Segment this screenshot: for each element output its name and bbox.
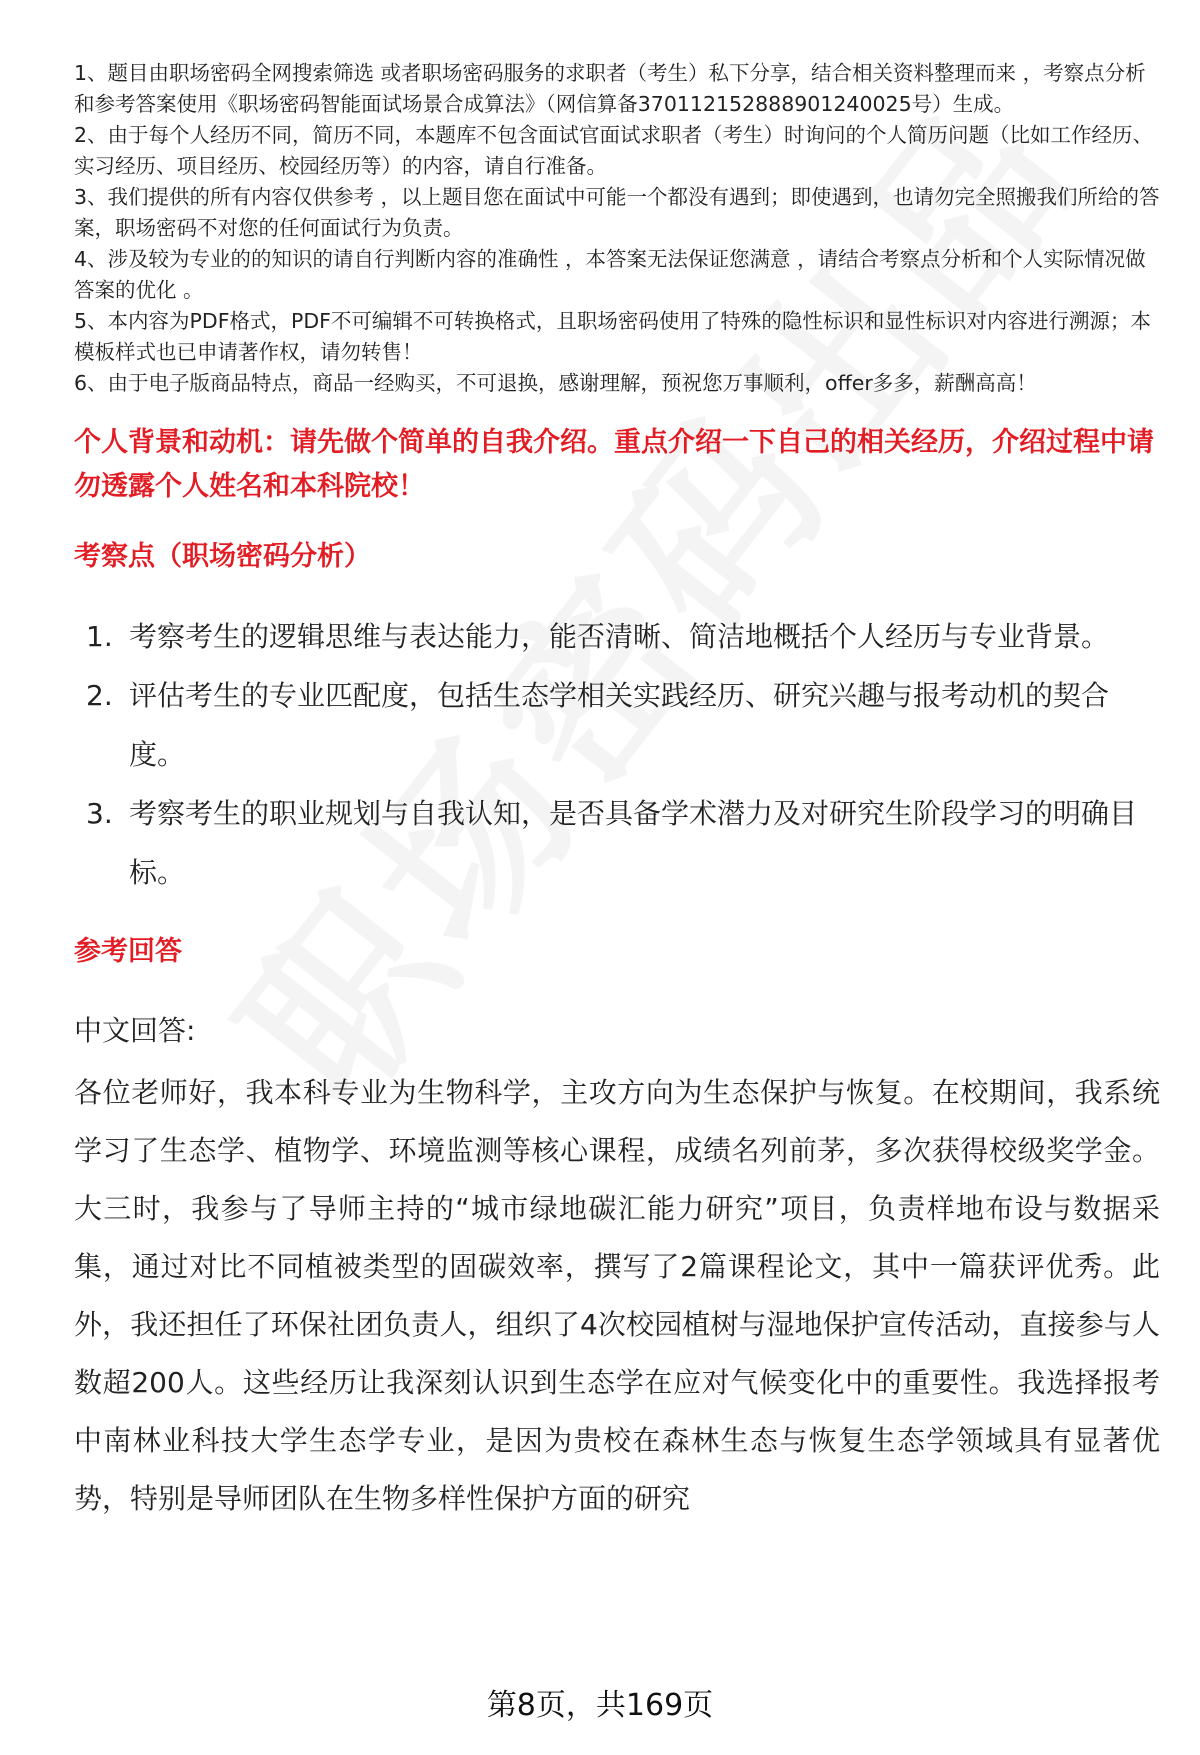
document-content xyxy=(74,58,1160,1528)
list-item-number: 3. xyxy=(86,797,113,830)
notice-item: 3、我们提供的所有内容仅供参考 ，以上题目您在面试中可能一个都没有遇到；即使遇到，也请勿完全照搬我们所给的答案，职场密码不对您的任何面试行为负责。 xyxy=(74,185,1160,240)
analysis-points-list xyxy=(74,607,1160,902)
analysis-title: 考察点（职场密码分析） xyxy=(74,541,371,572)
notice-item: 6、由于电子版商品特点，商品一经购买，不可退换，感谢理解，预祝您万事顺利，offer多多，薪酬高高！ xyxy=(74,371,1037,395)
notice-item: 4、涉及较为专业的的知识的请自行判断内容的准确性 ，本答案无法保证您满意 ，请结合考察点分析和个人实际情况做答案的优化 。 xyxy=(74,247,1146,302)
answer-body: 各位老师好，我本科专业为生物科学，主攻方向为生态保护与恢复。在校期间，我系统学习了生态学、植物学、环境监测等核心课程，成绩名列前茅，多次获得校级奖学金。大三时，我参与了导师主持的“城市绿地碳汇能力研究”项目，负责样地布设与数据采集，通过对比不同植被类型的固碳效率，撰写了2篇课程论文，其中一篇获评优秀。此外，我还担任了环保社团负责人，组织了4次校园植树与湿地保护宣传活动，直接参与人数超200人。这些经历让我深刻认识到生态学在应对气候变化中的重要性。我选择报考中南林业科技大学生态学专业，是因为贵校在森林生态与恢复生态学领域具有显著优势，特别是导师团队在生物多样性保护方面的研究 xyxy=(74,1076,1160,1515)
answer-title: 参考回答 xyxy=(74,936,182,967)
list-item xyxy=(74,784,1160,902)
list-item xyxy=(74,607,1160,666)
answer-language-label: 中文回答: xyxy=(74,1014,196,1047)
question-heading: 个人背景和动机：请先做个简单的自我介绍。重点介绍一下自己的相关经历，介绍过程中请勿透露个人姓名和本科院校！ xyxy=(74,427,1154,502)
notice-item: 5、本内容为PDF格式，PDF不可编辑不可转换格式，且职场密码使用了特殊的隐性标识和显性标识对内容进行溯源；本模板样式也已申请著作权，请勿转售！ xyxy=(74,309,1151,364)
list-item-number: 1. xyxy=(86,620,113,653)
notice-item: 2、由于每个人经历不同，简历不同，本题库不包含面试官面试求职者（考生）时询问的个人简历问题（比如工作经历、实习经历、项目经历、校园经历等）的内容，请自行准备。 xyxy=(74,123,1154,178)
list-item-number: 2. xyxy=(86,679,113,712)
notice-block xyxy=(74,58,1160,399)
list-item-text: 考察考生的逻辑思维与表达能力，能否清晰、简洁地概括个人经历与专业背景。 xyxy=(129,620,1110,653)
list-item-text: 评估考生的专业匹配度，包括生态学相关实践经历、研究兴趣与报考动机的契合度。 xyxy=(129,679,1110,771)
list-item-text: 考察考生的职业规划与自我认知，是否具备学术潜力及对研究生阶段学习的明确目标。 xyxy=(129,797,1138,889)
page-number: 第8页，共169页 xyxy=(486,1688,714,1723)
notice-item: 1、题目由职场密码全网搜索筛选 或者职场密码服务的求职者（考生）私下分享，结合相关资料整理而来 ，考察点分析和参考答案使用《职场密码智能面试场景合成算法》（网信算备370112152888901240025号）生成。 xyxy=(74,61,1146,116)
list-item xyxy=(74,666,1160,784)
